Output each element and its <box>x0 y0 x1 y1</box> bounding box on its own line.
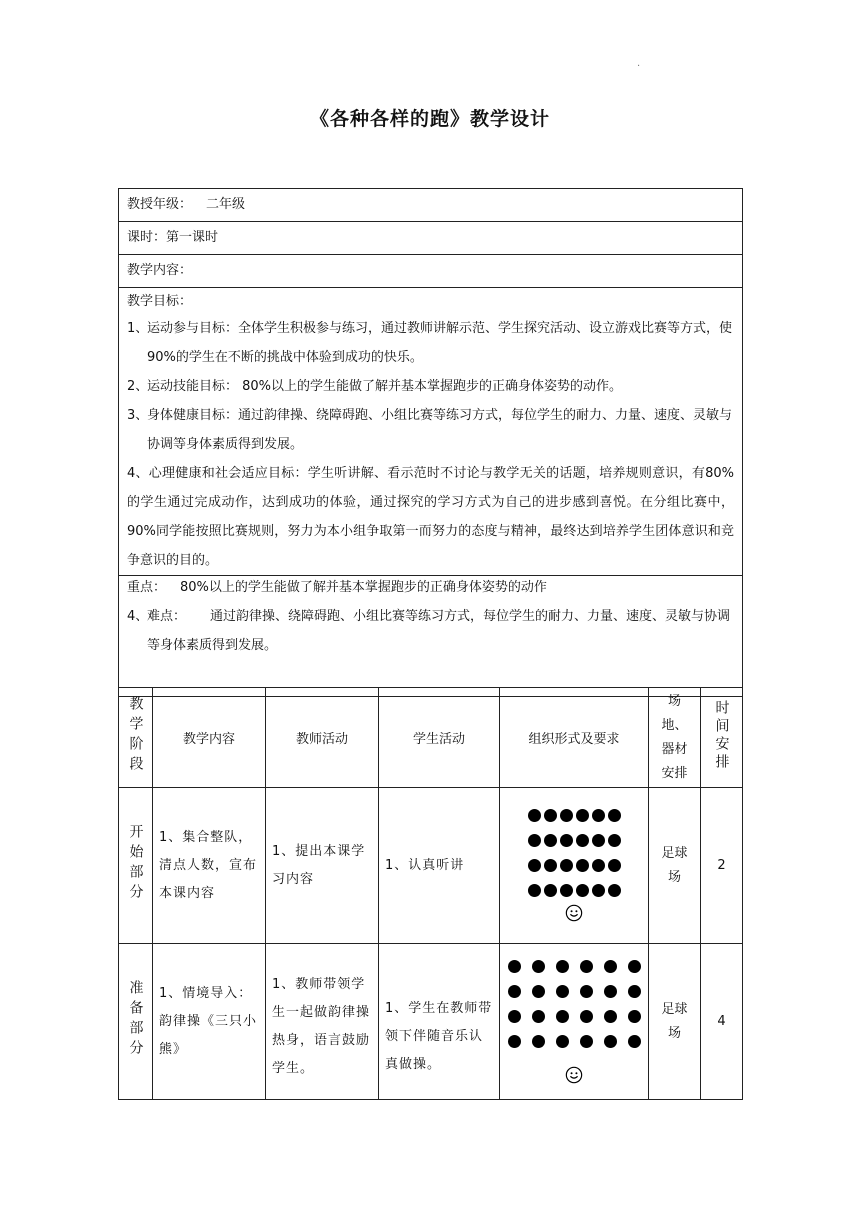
student-dot-icon <box>608 809 621 822</box>
venue-cell: 足球场 <box>649 788 701 944</box>
student-dot-icon <box>628 960 641 973</box>
student-dot-icon <box>592 884 605 897</box>
student-cell: 1、认真听讲 <box>379 788 500 944</box>
student-dot-icon <box>576 859 589 872</box>
formation-cell <box>500 788 649 944</box>
student-dot-icon <box>580 1035 593 1048</box>
student-dot-icon <box>544 834 557 847</box>
student-dot-icon <box>576 809 589 822</box>
difficulty <box>127 602 734 660</box>
student-dot-icon <box>556 1010 569 1023</box>
header-content: 教学内容 <box>153 688 266 788</box>
lesson-info-table <box>118 188 743 697</box>
student-dot-icon <box>508 1010 521 1023</box>
header-stage: 教学阶段 <box>119 688 153 788</box>
grade-value: 二年级 <box>206 197 246 212</box>
student-dot-icon <box>628 1010 641 1023</box>
table-header-row <box>119 688 743 788</box>
student-dot-icon <box>508 985 521 998</box>
header-teacher-activity: 教师活动 <box>266 688 379 788</box>
student-dot-icon <box>560 859 573 872</box>
objective-text: 运动技能目标： 80%以上的学生能做了解并基本掌握跑步的正确身体姿势的动作。 <box>147 379 623 394</box>
teacher-cell: 1、提出本课学习内容 <box>266 788 379 944</box>
period-label: 课时： <box>127 230 167 245</box>
student-dot-icon <box>556 985 569 998</box>
student-dot-icon <box>528 884 541 897</box>
formation-dots <box>508 960 641 1048</box>
teacher-cell: 1、教师带领学生一起做韵律操热身，语言鼓励学生。 <box>266 944 379 1100</box>
header-venue: 场 地、 器材 安排 <box>649 688 701 788</box>
content-cell: 1、集合整队，清点人数，宣布本课内容 <box>153 788 266 944</box>
objective-item <box>127 314 734 372</box>
student-dot-icon <box>532 1035 545 1048</box>
objective-number: 1、 <box>127 321 149 336</box>
grade-label: 教授年级： <box>127 197 193 212</box>
student-dot-icon <box>560 834 573 847</box>
objective-text: 身体健康目标：通过韵律操、绕障碍跑、小组比赛等练习方式，每位学生的耐力、力量、速度、灵敏与协调等身体素质得到发展。 <box>147 408 733 452</box>
objectives-row <box>119 288 743 576</box>
student-dot-icon <box>628 1035 641 1048</box>
header-time: 时间安排 <box>701 688 743 788</box>
page-title: 《各种各样的跑》教学设计 <box>309 108 550 130</box>
student-dot-icon <box>560 884 573 897</box>
student-dot-icon <box>604 960 617 973</box>
student-cell: 1、学生在教师带领下伴随音乐认真做操。 <box>379 944 500 1100</box>
student-dot-icon <box>532 985 545 998</box>
grade-row <box>119 189 743 222</box>
student-dot-icon <box>580 960 593 973</box>
objective-number: 2、 <box>127 379 149 394</box>
student-dot-icon <box>576 834 589 847</box>
student-dot-icon <box>604 985 617 998</box>
student-dot-icon <box>592 809 605 822</box>
objective-item-4: 4、心理健康和社会适应目标：学生听讲解、看示范时不讨论与教学无关的话题，培养规则意识，有80%的学生通过完成动作，达到成功的体验，通过探究的学习方式为自己的进步感到喜悦。在分组比赛中，90%同学能按照比赛规则，努力为本小组争取第一而努力的态度与精神，最终达到培养学生团体意识和竞争意识的目的。 <box>127 466 734 568</box>
header-student-activity: 学生活动 <box>379 688 500 788</box>
difficulty-label: 难点： <box>147 609 187 624</box>
formation-dots <box>528 809 621 897</box>
student-dot-icon <box>604 1035 617 1048</box>
student-dot-icon <box>528 834 541 847</box>
key-point-text: 80%以上的学生能做了解并基本掌握跑步的正确身体姿势的动作 <box>180 580 547 595</box>
student-dot-icon <box>544 859 557 872</box>
period-row <box>119 222 743 255</box>
key-point <box>127 577 734 599</box>
student-dot-icon <box>544 884 557 897</box>
content-row <box>119 255 743 288</box>
objective-text: 运动参与目标：全体学生积极参与练习，通过教师讲解示范、学生探究活动、设立游戏比赛等方式，使90%的学生在不断的挑战中体验到成功的快乐。 <box>147 321 733 365</box>
student-dot-icon <box>532 1010 545 1023</box>
table-row <box>119 944 743 1100</box>
formation-cell <box>500 944 649 1100</box>
lesson-plan-table <box>118 687 743 1100</box>
objectives-label: 教学目标： <box>127 294 193 309</box>
student-dot-icon <box>580 1010 593 1023</box>
student-dot-icon <box>556 1035 569 1048</box>
stage-cell: 准备部分 <box>119 944 153 1100</box>
student-dot-icon <box>532 960 545 973</box>
student-dot-icon <box>560 809 573 822</box>
student-dot-icon <box>528 809 541 822</box>
time-cell: 2 <box>701 788 743 944</box>
student-dot-icon <box>528 859 541 872</box>
keypoint-difficulty-row <box>119 576 743 697</box>
student-dot-icon <box>608 834 621 847</box>
header-organization: 组织形式及要求 <box>500 688 649 788</box>
student-dot-icon <box>608 859 621 872</box>
content-label: 教学内容： <box>127 263 193 278</box>
difficulty-number: 4、 <box>127 609 149 624</box>
table-row <box>119 788 743 944</box>
period-value: 第一课时 <box>166 230 219 245</box>
student-dot-icon <box>556 960 569 973</box>
student-dot-icon <box>592 859 605 872</box>
objective-number: 3、 <box>127 408 149 423</box>
time-cell: 4 <box>701 944 743 1100</box>
key-point-label: 重点： <box>127 580 167 595</box>
corner-mark: . <box>637 58 641 69</box>
content-cell: 1、情境导入：韵律操《三只小熊》 <box>153 944 266 1100</box>
student-dot-icon <box>544 809 557 822</box>
student-dot-icon <box>580 985 593 998</box>
smiley-face-icon <box>565 1066 583 1084</box>
objective-item <box>127 372 734 401</box>
smiley-face-icon <box>565 904 583 922</box>
student-dot-icon <box>608 884 621 897</box>
objective-item <box>127 401 734 459</box>
venue-cell: 足球场 <box>649 944 701 1100</box>
student-dot-icon <box>592 834 605 847</box>
student-dot-icon <box>508 960 521 973</box>
student-dot-icon <box>576 884 589 897</box>
student-dot-icon <box>508 1035 521 1048</box>
stage-cell: 开始部分 <box>119 788 153 944</box>
student-dot-icon <box>628 985 641 998</box>
student-dot-icon <box>604 1010 617 1023</box>
difficulty-text: 通过韵律操、绕障碍跑、小组比赛等练习方式，每位学生的耐力、力量、速度、灵敏与协调等身体素质得到发展。 <box>147 609 731 653</box>
